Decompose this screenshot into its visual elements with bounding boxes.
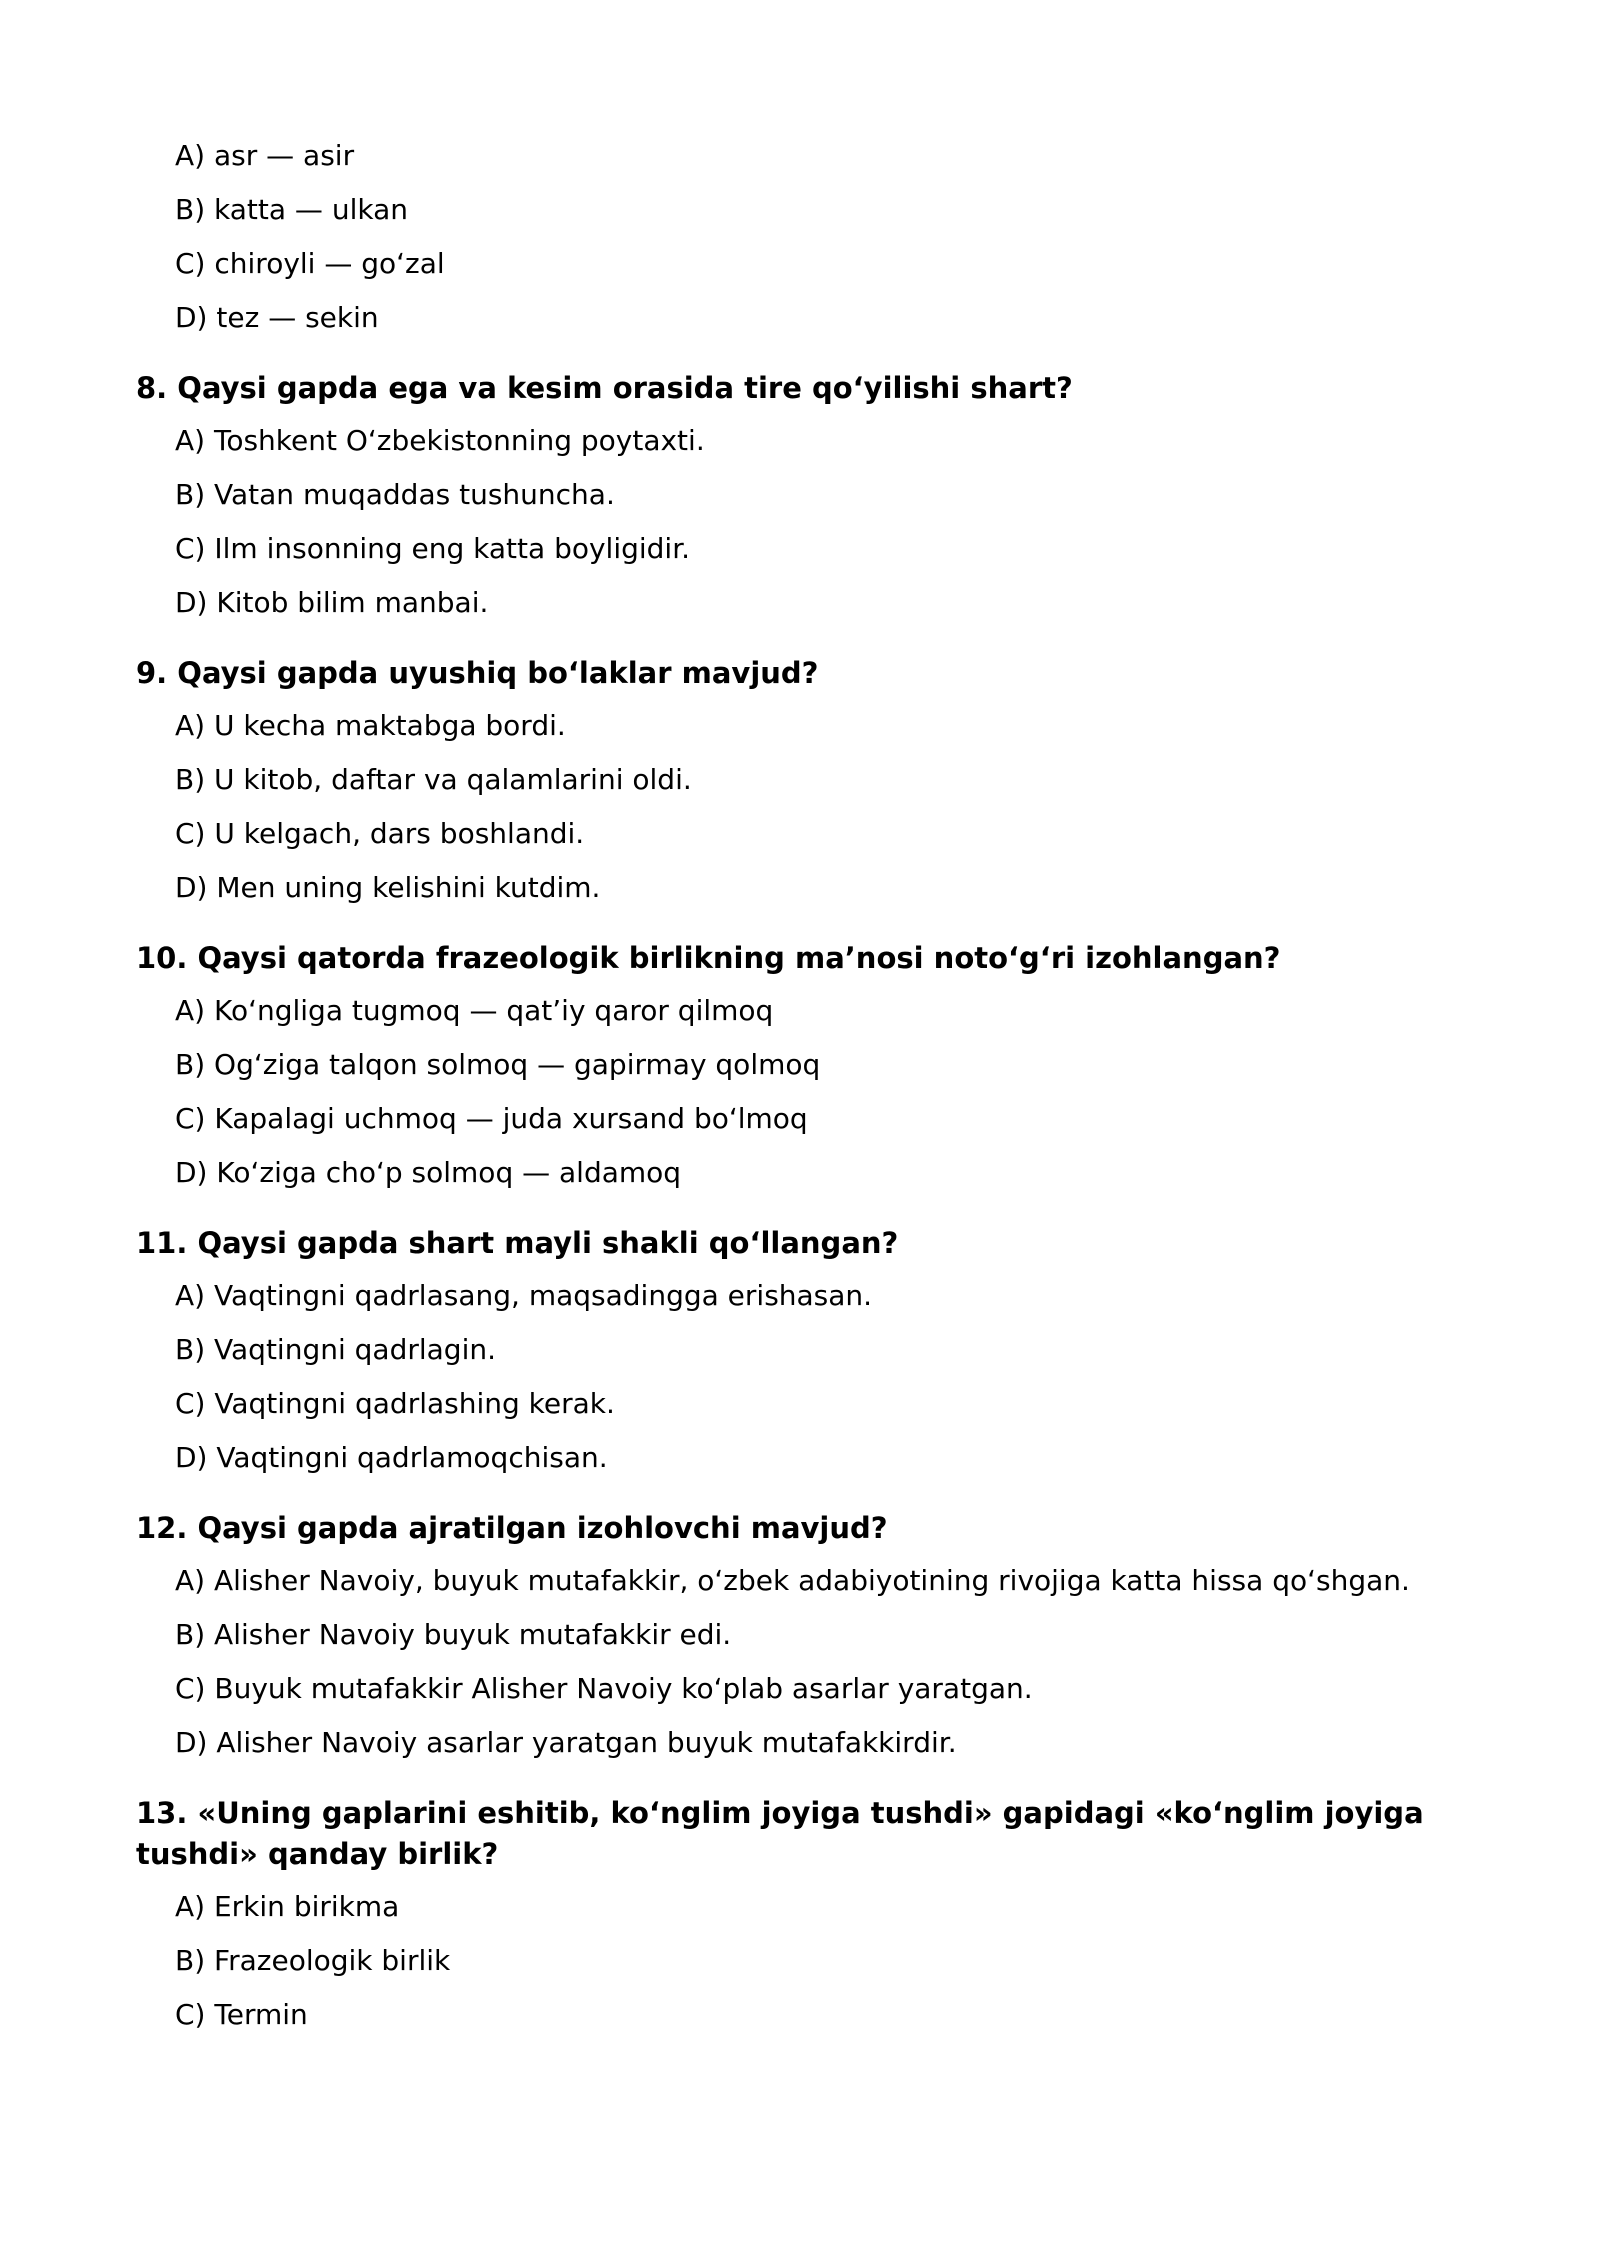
answer-option: C) Kapalagi uchmoq — juda xursand boʻlmoq: [175, 1102, 808, 1135]
question-8-block: [136, 368, 1600, 623]
answer-option: D) tez — sekin: [175, 301, 379, 334]
question-7-options-block: [136, 136, 1600, 338]
question-text: 13. «Uning gaplarini eshitib, koʻnglim joyiga tushdi» gapidagi «koʻnglim joyiga tushdi» qanday birlik?: [136, 1796, 1424, 1871]
answer-option: D) Alisher Navoiy asarlar yaratgan buyuk mutafakkirdir.: [175, 1726, 957, 1759]
question-text: 12. Qaysi gapda ajratilgan izohlovchi mavjud?: [136, 1511, 888, 1545]
answer-option: A) Vaqtingni qadrlasang, maqsadingga erishasan.: [175, 1279, 873, 1312]
answer-option: B) Ogʻziga talqon solmoq — gapirmay qolmoq: [175, 1048, 821, 1081]
answer-option: D) Vaqtingni qadrlamoqchisan.: [175, 1441, 608, 1474]
answer-option: A) Erkin birikma: [175, 1890, 400, 1923]
question-13-block: [136, 1793, 1600, 2035]
answer-option: D) Men uning kelishini kutdim.: [175, 871, 601, 904]
answer-option: C) Buyuk mutafakkir Alisher Navoiy koʻplab asarlar yaratgan.: [175, 1672, 1033, 1705]
answer-option: B) katta — ulkan: [175, 193, 408, 226]
answer-option: A) asr — asir: [175, 139, 355, 172]
answer-option: D) Koʻziga choʻp solmoq — aldamoq: [175, 1156, 682, 1189]
answer-option: B) Vatan muqaddas tushuncha.: [175, 478, 615, 511]
answer-option: B) Vaqtingni qadrlagin.: [175, 1333, 497, 1366]
answer-option: C) Vaqtingni qadrlashing kerak.: [175, 1387, 615, 1420]
answer-option: D) Kitob bilim manbai.: [175, 586, 489, 619]
answer-option: C) U kelgach, dars boshlandi.: [175, 817, 585, 850]
answer-option: A) U kecha maktabga bordi.: [175, 709, 566, 742]
answer-option: C) Termin: [175, 1998, 308, 2031]
answer-option: B) Alisher Navoiy buyuk mutafakkir edi.: [175, 1618, 732, 1651]
question-text: 11. Qaysi gapda shart mayli shakli qoʻllangan?: [136, 1226, 899, 1260]
question-text: 9. Qaysi gapda uyushiq boʻlaklar mavjud?: [136, 656, 819, 690]
answer-option: B) U kitob, daftar va qalamlarini oldi.: [175, 763, 692, 796]
answer-option: A) Alisher Navoiy, buyuk mutafakkir, oʻzbek adabiyotining rivojiga katta hissa qoʻshgan.: [175, 1564, 1410, 1597]
answer-option: B) Frazeologik birlik: [175, 1944, 451, 1977]
answer-option: C) Ilm insonning eng katta boyligidir.: [175, 532, 691, 565]
question-9-block: [136, 653, 1600, 908]
answer-option: A) Koʻngliga tugmoq — qat’iy qaror qilmoq: [175, 994, 774, 1027]
question-text: 10. Qaysi qatorda frazeologik birlikning ma’nosi notoʻgʻri izohlangan?: [136, 941, 1281, 975]
answer-option: C) chiroyli — goʻzal: [175, 247, 445, 280]
question-11-block: [136, 1223, 1600, 1478]
answer-option: A) Toshkent Oʻzbekistonning poytaxti.: [175, 424, 705, 457]
question-12-block: [136, 1508, 1600, 1763]
question-10-block: [136, 938, 1600, 1193]
question-text: 8. Qaysi gapda ega va kesim orasida tire qoʻyilishi shart?: [136, 371, 1073, 405]
